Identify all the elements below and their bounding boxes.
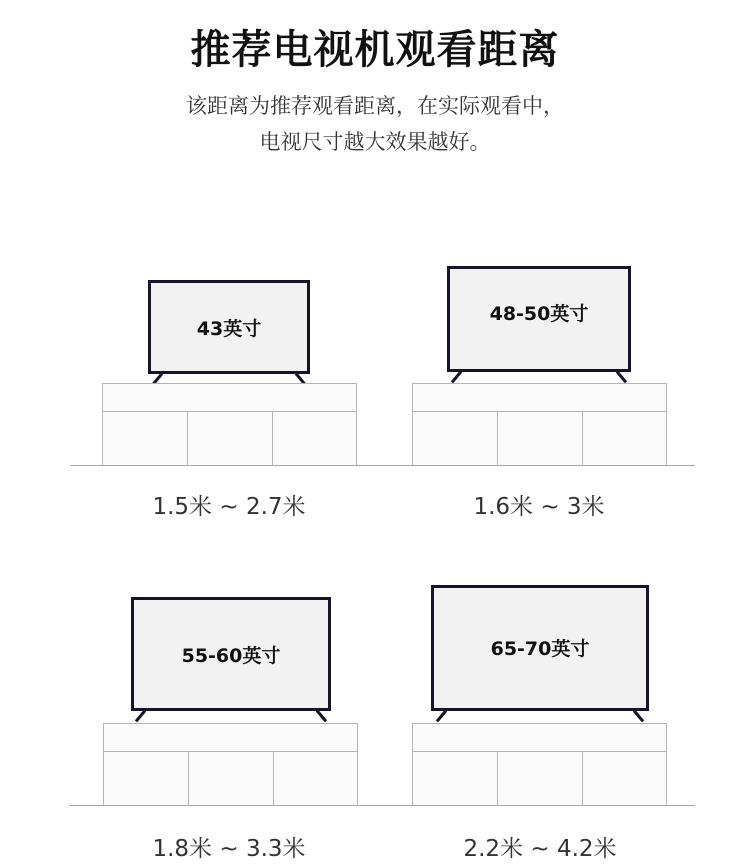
cabinet-top-shelf [413, 384, 666, 412]
tv-leg-right [316, 710, 327, 723]
tv-cabinet [102, 383, 357, 466]
tv-screen [131, 597, 331, 711]
viewing-distance: 1.8米 ~ 3.3米 [152, 836, 306, 862]
tv-cabinet [103, 723, 358, 806]
tv-cabinet [412, 723, 667, 806]
subtitle-line-1: 该距离为推荐观看距离，在实际观看中， [186, 94, 564, 118]
cabinet-divider [497, 411, 498, 465]
cabinet-divider [582, 751, 583, 805]
cabinet-divider [582, 411, 583, 465]
cabinet-top-shelf [413, 724, 666, 752]
tv-screen [431, 585, 649, 711]
tv-leg-right [633, 710, 644, 723]
tv-screen [447, 266, 631, 372]
cabinet-top-shelf [103, 384, 356, 412]
tv-leg-right [616, 371, 627, 384]
floor-line [380, 805, 695, 806]
cabinet-divider [497, 751, 498, 805]
tv-size-label: 43英寸 [196, 317, 262, 340]
subtitle-line-2: 电视尺寸越大效果越好。 [259, 130, 491, 154]
floor-line [380, 465, 695, 466]
tv-leg-left [436, 710, 447, 723]
tv-leg-left [451, 371, 462, 384]
floor-line [70, 465, 380, 466]
cabinet-divider [187, 411, 188, 465]
page-title: 推荐电视机观看距离 [190, 27, 560, 73]
cabinet-divider [272, 411, 273, 465]
cabinet-divider [273, 751, 274, 805]
tv-cabinet [412, 383, 667, 466]
tv-size-label: 65-70英寸 [490, 637, 590, 660]
viewing-distance: 1.5米 ~ 2.7米 [152, 494, 306, 520]
cabinet-top-shelf [104, 724, 357, 752]
tv-leg-left [135, 710, 146, 723]
viewing-distance: 1.6米 ~ 3米 [473, 494, 605, 520]
tv-size-label: 55-60英寸 [181, 644, 281, 667]
tv-size-label: 48-50英寸 [489, 302, 589, 325]
cabinet-divider [188, 751, 189, 805]
tv-screen [148, 280, 310, 374]
viewing-distance: 2.2米 ~ 4.2米 [463, 836, 617, 862]
floor-line [70, 805, 380, 806]
